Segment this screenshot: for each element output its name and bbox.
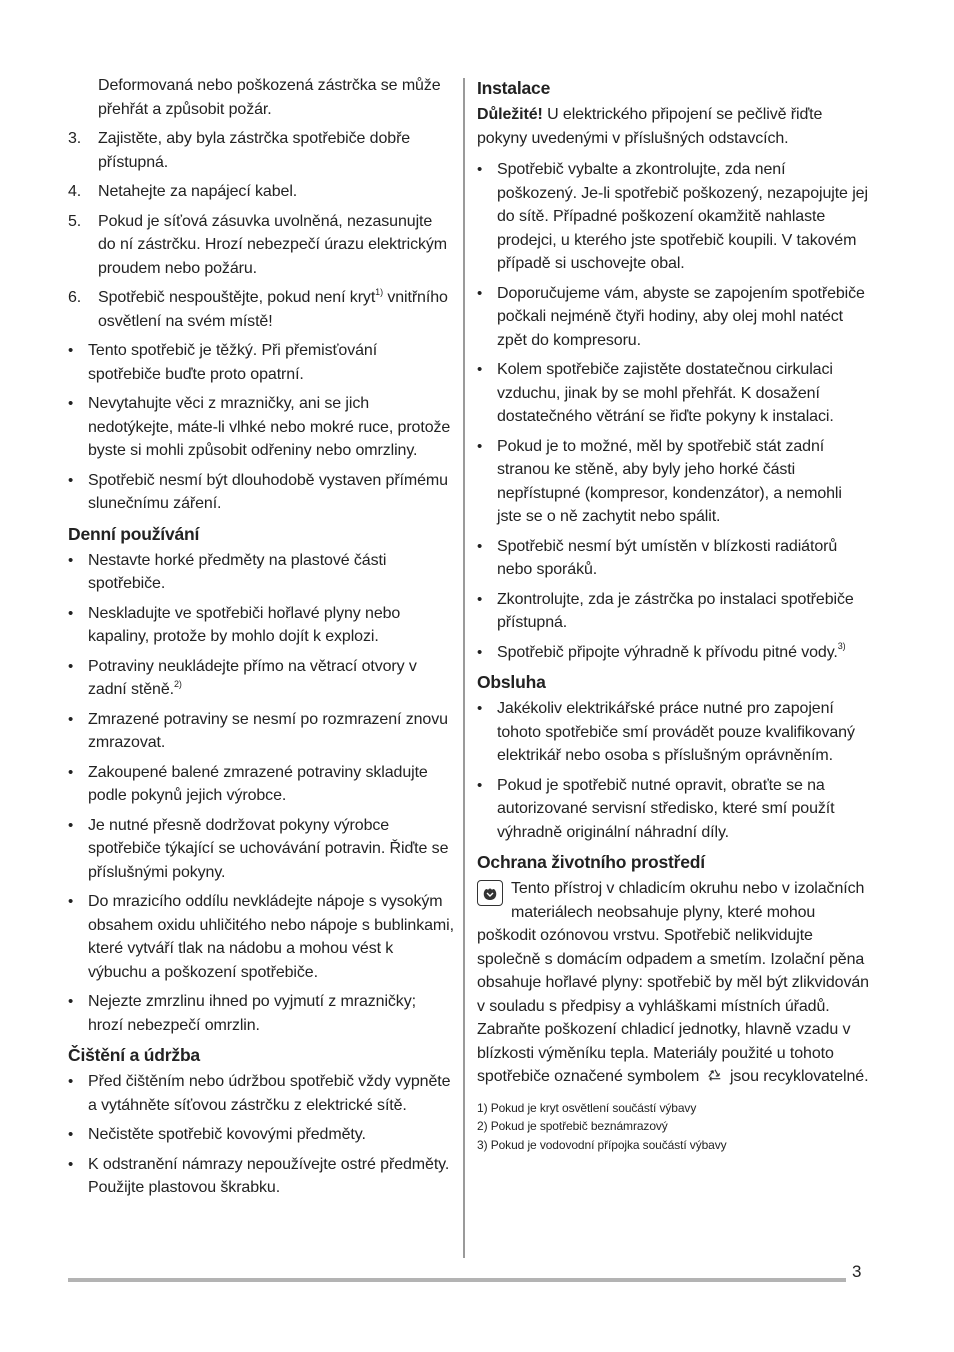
section-heading-daily-use: Denní používání: [68, 523, 200, 544]
list-item: • Zakoupené balené zmrazené potraviny skladujte podle pokynů jejich výrobce.: [68, 761, 454, 808]
list-item: • Tento spotřebič je těžký. Při přemisťování spotřebiče buďte proto opatrní.: [68, 339, 454, 386]
footer-rule: [68, 1278, 846, 1282]
numbered-list: [68, 127, 454, 333]
left-column: [68, 74, 454, 1206]
list-item: [477, 641, 869, 665]
page-number: 3: [852, 1262, 862, 1281]
list-item: • Nejezte zmrzlinu ihned po vyjmutí z mrazničky; hrozí nebezpečí omrzlin.: [68, 990, 454, 1037]
list-item: • Je nutné přesně dodržovat pokyny výrobce spotřebiče týkající se uchovávání potravin. Řiďte se příslušnými pokyny.: [68, 814, 454, 885]
section-heading-cleaning: Čištění a údržba: [68, 1045, 200, 1065]
footnotes: [477, 1099, 869, 1155]
list-item: • Spotřebič vybalte a zkontrolujte, zda není poškozený. Je-li spotřebič poškozený, nezapojujte jej do sítě. Případné poškození okamžitě nahlaste prodejci, u kterého jste spotřebič koupili. V takovém případě si uschovejte obal.: [477, 158, 869, 276]
list-item: • Neskladujte ve spotřebiči hořlavé plyny nebo kapaliny, protože by mohlo dojít k explozi.: [68, 602, 454, 649]
column-divider: [463, 78, 465, 1258]
important-text: U elektrického připojení se pečlivě řiďte pokyny uvedenými v příslušných odstavcích.: [477, 106, 823, 147]
item-text: Netahejte za napájecí kabel.: [98, 183, 298, 200]
footnote: 3) Pokud je vodovodní přípojka součástí výbavy: [477, 1137, 727, 1152]
recycle-icon: [706, 1068, 724, 1084]
environment-icon: [477, 880, 503, 906]
section-heading-installation: Instalace: [477, 78, 551, 98]
footnote-ref: 1): [375, 286, 383, 297]
item-text: Zajistěte, aby byla zástrčka spotřebiče dobře přístupná.: [98, 130, 411, 171]
service-list: [477, 697, 869, 844]
list-item: • Do mrazicího oddílu nevkládejte nápoje s vysokým obsahem oxidu uhličitého nebo nápoje s bublinkami, které vytváří tlak na nádobu a mohou vést k výbuchu a poškození spotřebiče.: [68, 890, 454, 984]
list-item: [68, 655, 454, 702]
item-text: Spotřebič připojte výhradně k přívodu pitné vody.: [497, 643, 838, 661]
item-text: Spotřebič nespouštějte, pokud není kryt: [98, 289, 376, 306]
right-column: [477, 74, 869, 1154]
item-number: 4.: [68, 183, 82, 200]
numbered-item: [68, 286, 454, 333]
list-item: • Pokud je to možné, měl by spotřebič stát zadní stranou ke stěně, aby byly jeho horké části nepřístupné (kompresor, kondenzátor), a nemohli jste se o ně zachytit nebo spálit.: [477, 435, 869, 529]
footnote-ref: 3): [837, 641, 846, 652]
list-item: • Spotřebič nesmí být dlouhodobě vystaven přímému slunečnímu záření.: [68, 469, 454, 516]
important-label: Důležité!: [477, 106, 543, 123]
cleaning-list: [68, 1070, 454, 1200]
important-note: [477, 103, 869, 150]
continued-paragraph: Deformovaná nebo poškozená zástrčka se může přehřát a způsobit požár.: [98, 77, 441, 118]
list-item: • Zmrazené potraviny se nesmí po rozmrazení znovu zmrazovat.: [68, 708, 454, 755]
item-number: 3.: [68, 130, 82, 147]
item-text: Pokud je síťová zásuvka uvolněná, nezasunujte do ní zástrčku. Hrozí nebezpečí úrazu elektrickým proudem nebo požáru.: [98, 212, 448, 277]
numbered-item: [68, 180, 454, 204]
numbered-item: [68, 210, 454, 281]
list-item: • Před čištěním nebo údržbou spotřebič vždy vypněte a vytáhněte síťovou zástrčku z elektrické sítě.: [68, 1070, 454, 1117]
section-heading-environment: Ochrana životního prostředí: [477, 852, 705, 872]
list-item: • K odstranění námrazy nepoužívejte ostré předměty. Použijte plastovou škrabku.: [68, 1153, 454, 1200]
list-item: • Doporučujeme vám, abyste se zapojením spotřebiče počkali nejméně čtyři hodiny, aby olej mohl natéct zpět do kompresoru.: [477, 282, 869, 353]
safety-bullets: [68, 339, 454, 516]
daily-use-list: [68, 549, 454, 1038]
item-text: Potraviny neukládejte přímo na větrací otvory v zadní stěně.: [88, 657, 417, 698]
installation-list: [477, 158, 869, 664]
numbered-item: [68, 127, 454, 174]
list-item: • Jakékoliv elektrikářské práce nutné pro zapojení tohoto spotřebiče smí provádět pouze kvalifikovaný elektrikář nebo osoba s příslušným oprávněním.: [477, 697, 869, 768]
footnote-ref: 2): [173, 678, 182, 689]
list-item: • Nečistěte spotřebič kovovými předměty.: [68, 1123, 454, 1147]
environment-text-end: jsou recyklovatelné.: [729, 1068, 869, 1085]
environment-paragraph: [477, 877, 869, 1089]
item-number: 5.: [68, 212, 82, 230]
list-item: • Nevytahujte věci z mrazničky, ani se jich nedotýkejte, máte-li vlhké nebo mokré ruce, protože byste si mohli způsobit odřeniny nebo omrzliny.: [68, 392, 454, 463]
footnote: 1) Pokud je kryt osvětlení součástí výbavy: [477, 1100, 697, 1115]
footnote: 2) Pokud je spotřebič beznámrazový: [477, 1119, 668, 1133]
list-item: • Kolem spotřebiče zajistěte dostatečnou cirkulaci vzduchu, jinak by se mohl přehřát. K dosažení dostatečného větrání se řiďte pokyny k instalaci.: [477, 358, 869, 429]
list-item: • Zkontrolujte, zda je zástrčka po instalaci spotřebiče přístupná.: [477, 588, 869, 635]
list-item: • Nestavte horké předměty na plastové části spotřebiče.: [68, 549, 454, 596]
item-number: 6.: [68, 289, 82, 306]
list-item: • Spotřebič nesmí být umístěn v blízkosti radiátorů nebo sporáků.: [477, 535, 869, 582]
list-item: • Pokud je spotřebič nutné opravit, obraťte se na autorizované servisní středisko, které smí použít výhradně originální náhradní díly.: [477, 774, 869, 845]
environment-text: Tento přístroj v chladicím okruhu nebo v izolačních materiálech neobsahuje plyny, které mohou poškodit ozónovou vrstvu. Spotřebič nelikvidujte společně s domácím odpadem a smetím. Izolační pěna obsahuje hořlavé plyny: spotřebič by měl být zlikvidován v souladu s předpisy a vyhláškami místních úřadů. Zabraňte poškození chladicí jednotky, hlavně vzadu v blízkosti výměníku tepla. Materiály použité u tohoto spotřebiče označené symbolem: [477, 880, 869, 1085]
item-text: vnitřního osvětlení na svém místě!: [98, 289, 448, 330]
section-heading-service: Obsluha: [477, 672, 546, 692]
